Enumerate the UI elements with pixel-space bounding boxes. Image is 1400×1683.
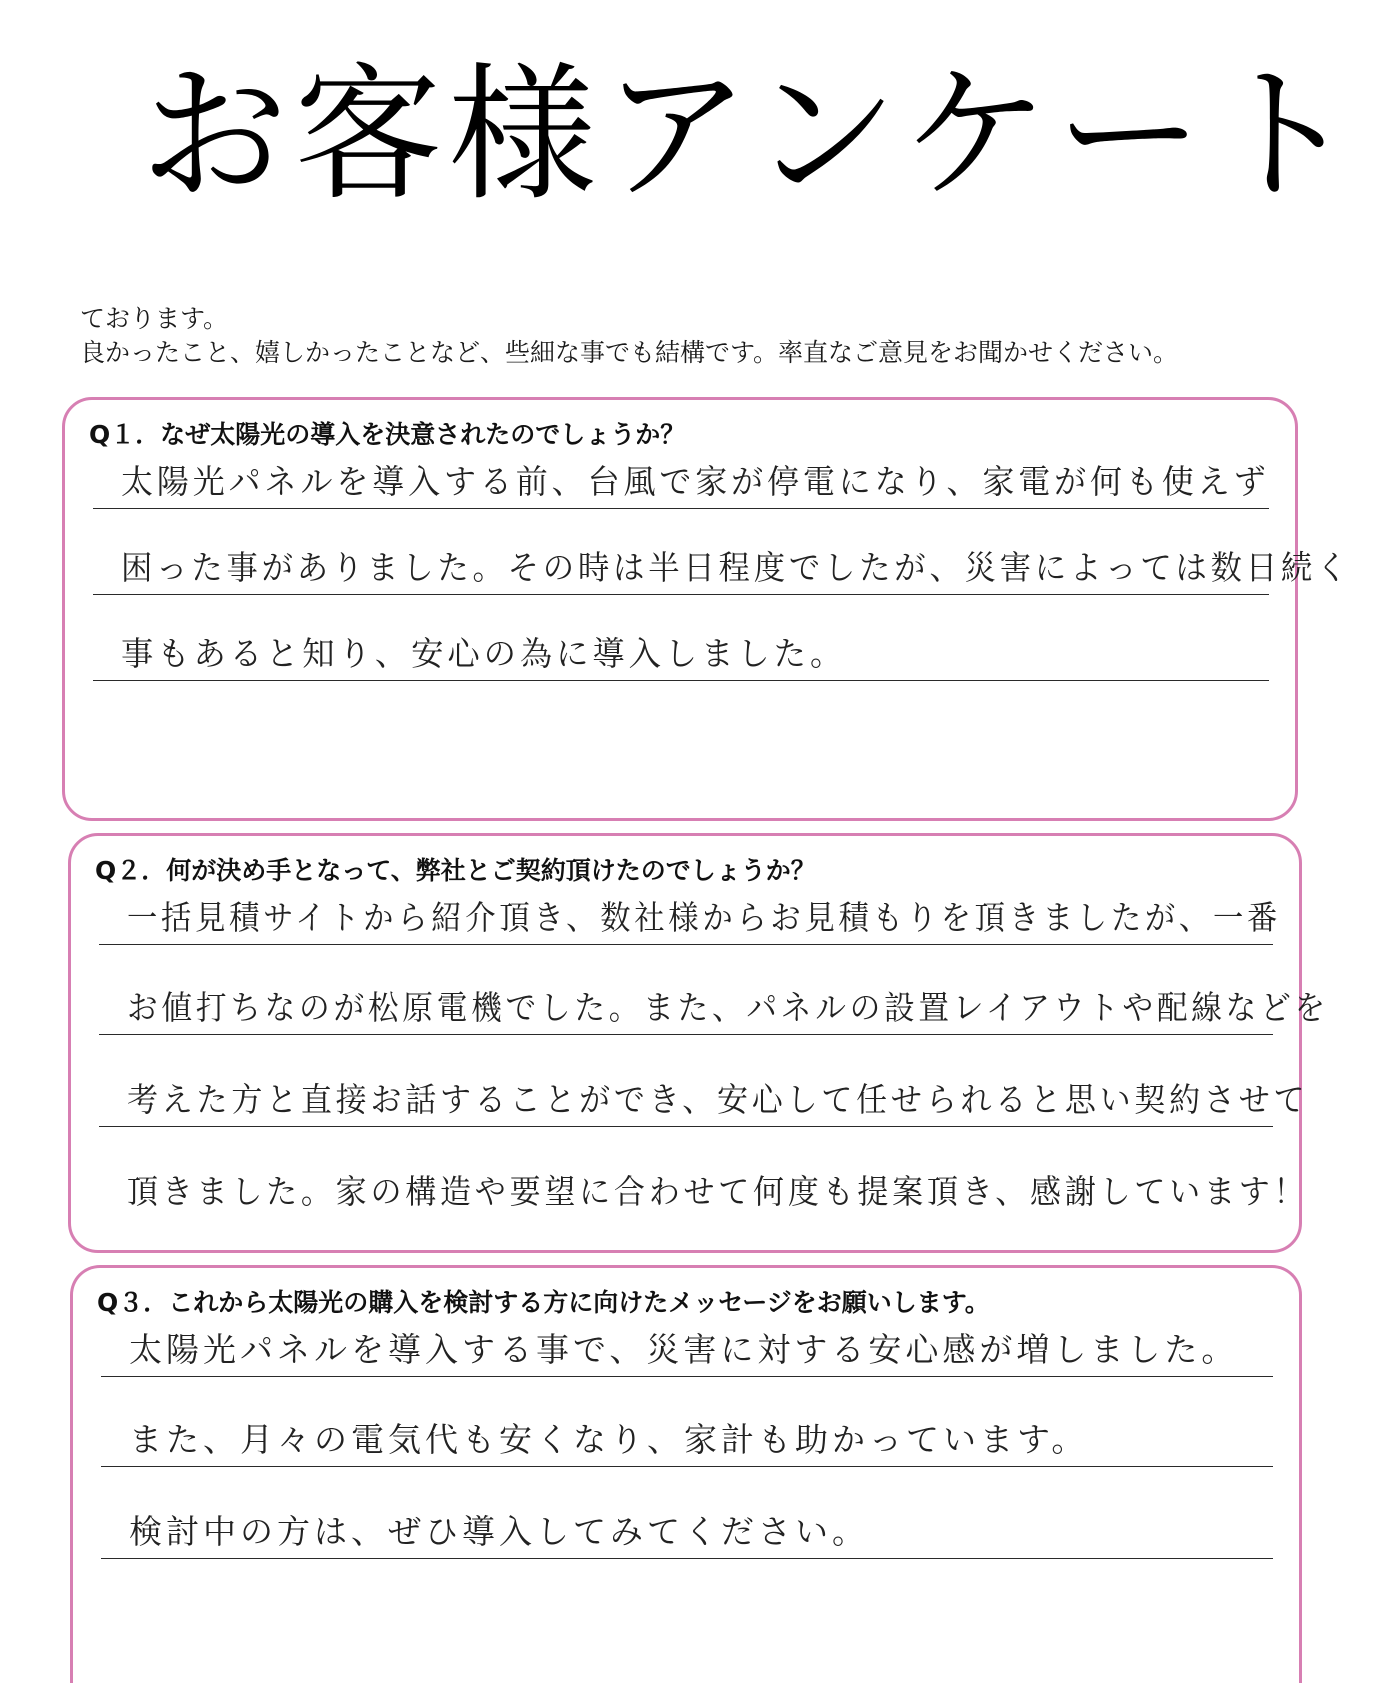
intro-line-2: 良かったこと、嬉しかったことなど、些細な事でも結構です。率直なご意見をお聞かせください。	[80, 338, 1179, 367]
question-3-box	[70, 1265, 1302, 1683]
answer-line	[99, 1160, 1309, 1218]
answer-line	[93, 536, 1352, 595]
answer-text: 事もあると知り、安心の為に導入しました。	[121, 634, 847, 673]
question-2-box	[68, 833, 1329, 1253]
answer-text: お値打ちなのが松原電機でした。また、パネルの設置レイアウトや配線などを	[127, 988, 1329, 1027]
page-title: お客様アンケート	[140, 49, 1364, 221]
answer-text: 困った事がありました。その時は半日程度でしたが、災害によっては数日続く	[121, 548, 1352, 587]
answer-line	[101, 1318, 1273, 1377]
answer-text: 一括見積サイトから紹介頂き、数社様からお見積もりを頂きましたが、一番	[127, 898, 1282, 937]
answer-line	[93, 450, 1269, 509]
intro-line-1: ております。	[80, 304, 229, 333]
answer-line	[93, 622, 1269, 681]
answer-text: 太陽光パネルを導入する前、台風で家が停電になり、家電が何も使えず	[121, 462, 1270, 501]
answer-line	[101, 1500, 1273, 1559]
question-1-label: Q１．なぜ太陽光の導入を決意されたのでしょうか？	[89, 420, 686, 449]
answer-line	[99, 1068, 1309, 1127]
answer-text: また、月々の電気代も安くなり、家計も助かっています。	[129, 1420, 1089, 1459]
answer-line	[99, 976, 1329, 1035]
answer-text: 検討中の方は、ぜひ導入してみてください。	[129, 1512, 869, 1551]
answer-line	[99, 886, 1282, 945]
answer-text: 考えた方と直接お話することができ、安心して任せられると思い契約させて	[127, 1080, 1309, 1119]
question-3-label: Q３．これから太陽光の購入を検討する方に向けたメッセージをお願いします。	[97, 1288, 990, 1317]
answer-line	[101, 1408, 1273, 1467]
question-2-label: Q２．何が決め手となって、弊社とご契約頂けたのでしょうか？	[95, 856, 816, 885]
answer-text: 太陽光パネルを導入する事で、災害に対する安心感が増しました。	[129, 1330, 1239, 1369]
answer-text: 頂きました。家の構造や要望に合わせて何度も提案頂き、感謝しています！	[127, 1172, 1309, 1211]
intro-text	[80, 302, 1340, 370]
question-1-box	[62, 397, 1352, 821]
